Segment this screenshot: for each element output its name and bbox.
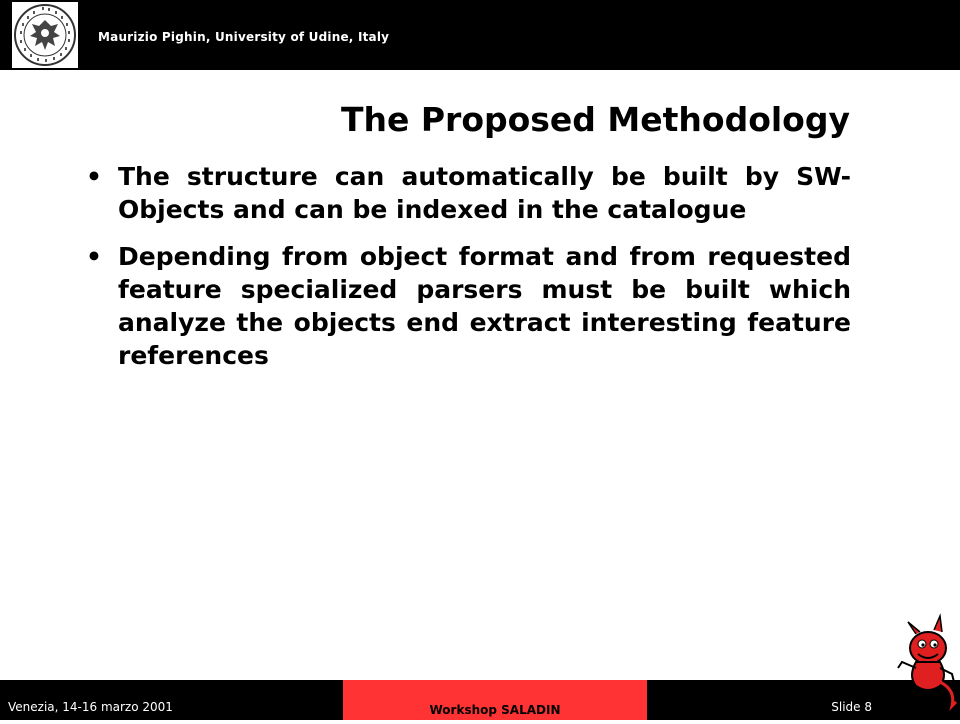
slide-header	[0, 0, 960, 70]
bullet-marker: •	[86, 162, 102, 191]
bullet-list	[86, 160, 851, 386]
author-affiliation: Maurizio Pighin, University of Udine, Italy	[98, 30, 390, 44]
footer-workshop-name: Workshop SALADIN	[429, 703, 561, 717]
bullet-item	[86, 240, 851, 372]
bullet-item	[86, 160, 851, 226]
bullet-marker: •	[86, 242, 102, 271]
slide-footer	[0, 680, 960, 720]
slide-title: The Proposed Methodology	[340, 100, 850, 139]
university-seal-icon	[12, 2, 78, 68]
slide-number: Slide 8	[831, 700, 872, 714]
red-devil-mascot-icon	[894, 612, 960, 720]
bullet-text: The structure can automatically be built by SW-Objects and can be indexed in the catalogue	[118, 162, 851, 224]
footer-center-band	[343, 680, 647, 720]
footer-location-date: Venezia, 14-16 marzo 2001	[8, 700, 173, 714]
bullet-text: Depending from object format and from requested feature specialized parsers must be built which analyze the objects end extract interesting feature references	[118, 242, 851, 370]
